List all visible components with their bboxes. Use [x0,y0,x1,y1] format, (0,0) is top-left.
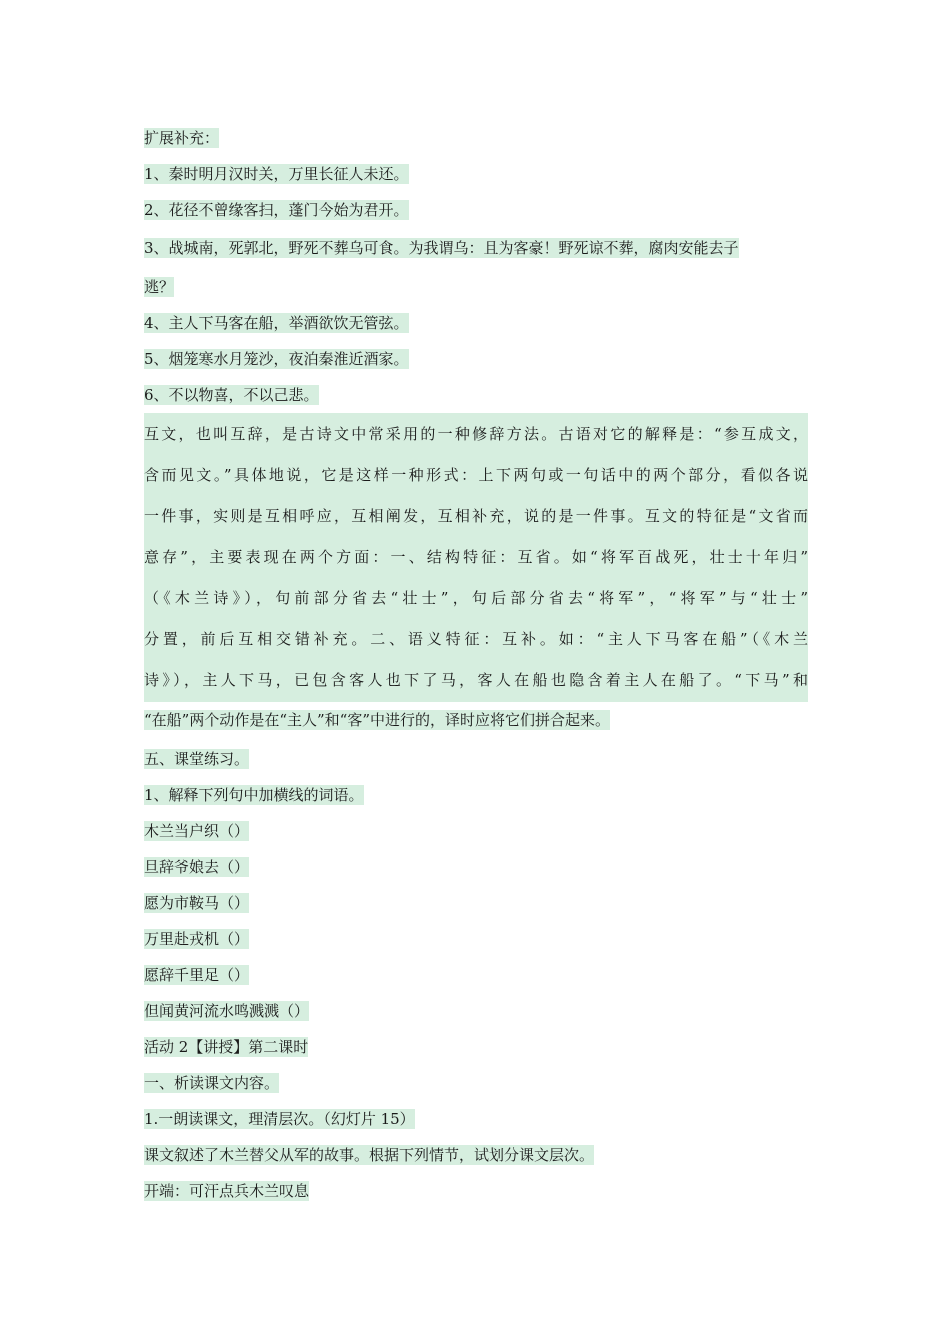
paragraph-line: 诗》），主人下马，已包含客人也下了马，客人在船也隐含着主人在船了。“下马”和 [144,659,808,700]
practice-item: 旦辞爷娘去（） [144,858,250,876]
paragraph-line: 分置，前后互相交错补充。二、语义特征：互补。如：“主人下马客在船”（《木兰 [144,618,808,659]
expand-item-continuation: 逃？ [144,278,175,296]
activity-title: 活动 2【讲授】第二课时 [144,1038,309,1056]
document-body [144,120,808,1209]
practice-item: 但闻黄河流水鸣溅溅（） [144,1002,310,1020]
step-item: 1.一朗读课文，理清层次。（幻灯片 15） [144,1110,415,1128]
section-title: 一、析读课文内容。 [144,1074,280,1092]
practice-item: 万里赴戎机（） [144,930,250,948]
paragraph-line: （《木兰诗》），句前部分省去“壮士”，句后部分省去“将军”，“将军”与“壮士” [144,577,808,618]
paragraph-line: 含而见文。”具体地说，它是这样一种形式：上下两句或一句话中的两个部分，看似各说 [144,454,808,495]
expand-item: 5、烟笼寒水月笼沙，夜泊秦淮近酒家。 [144,350,409,368]
expand-item: 4、主人下马客在船，举酒欲饮无管弦。 [144,314,409,332]
opening-item: 开端：可汗点兵木兰叹息 [144,1182,310,1200]
huwen-paragraph [144,413,808,741]
step-description: 课文叙述了木兰替父从军的故事。根据下列情节，试划分课文层次。 [144,1146,595,1164]
practice-item: 木兰当户织（） [144,822,250,840]
paragraph-line: 意存”，主要表现在两个方面：一、结构特征：互省。如“将军百战死，壮士十年归” [144,536,808,577]
paragraph-line: 互文，也叫互辞，是古诗文中常采用的一种修辞方法。古语对它的解释是：“参互成文， [144,413,808,454]
expand-heading: 扩展补充： [144,129,220,147]
practice-item: 愿辞千里足（） [144,966,250,984]
expand-item: 1、秦时明月汉时关，万里长征人未还。 [144,165,409,183]
practice-item: 愿为市鞍马（） [144,894,250,912]
practice-heading: 五、课堂练习。 [144,750,250,768]
expand-item: 3、战城南，死郭北，野死不葬乌可食。为我谓乌：且为客豪！野死谅不葬，腐肉安能去子 [144,239,739,257]
paragraph-line: “在船”两个动作是在“主人”和“客”中进行的，译时应将它们拼合起来。 [144,711,611,729]
paragraph-line: 一件事，实则是互相呼应，互相阐发，互相补充，说的是一件事。互文的特征是“文省而 [144,495,808,536]
expand-item: 6、不以物喜，不以己悲。 [144,386,319,404]
expand-item: 2、花径不曾缘客扫，蓬门今始为君开。 [144,201,409,219]
practice-instruction: 1、解释下列句中加横线的词语。 [144,786,364,804]
